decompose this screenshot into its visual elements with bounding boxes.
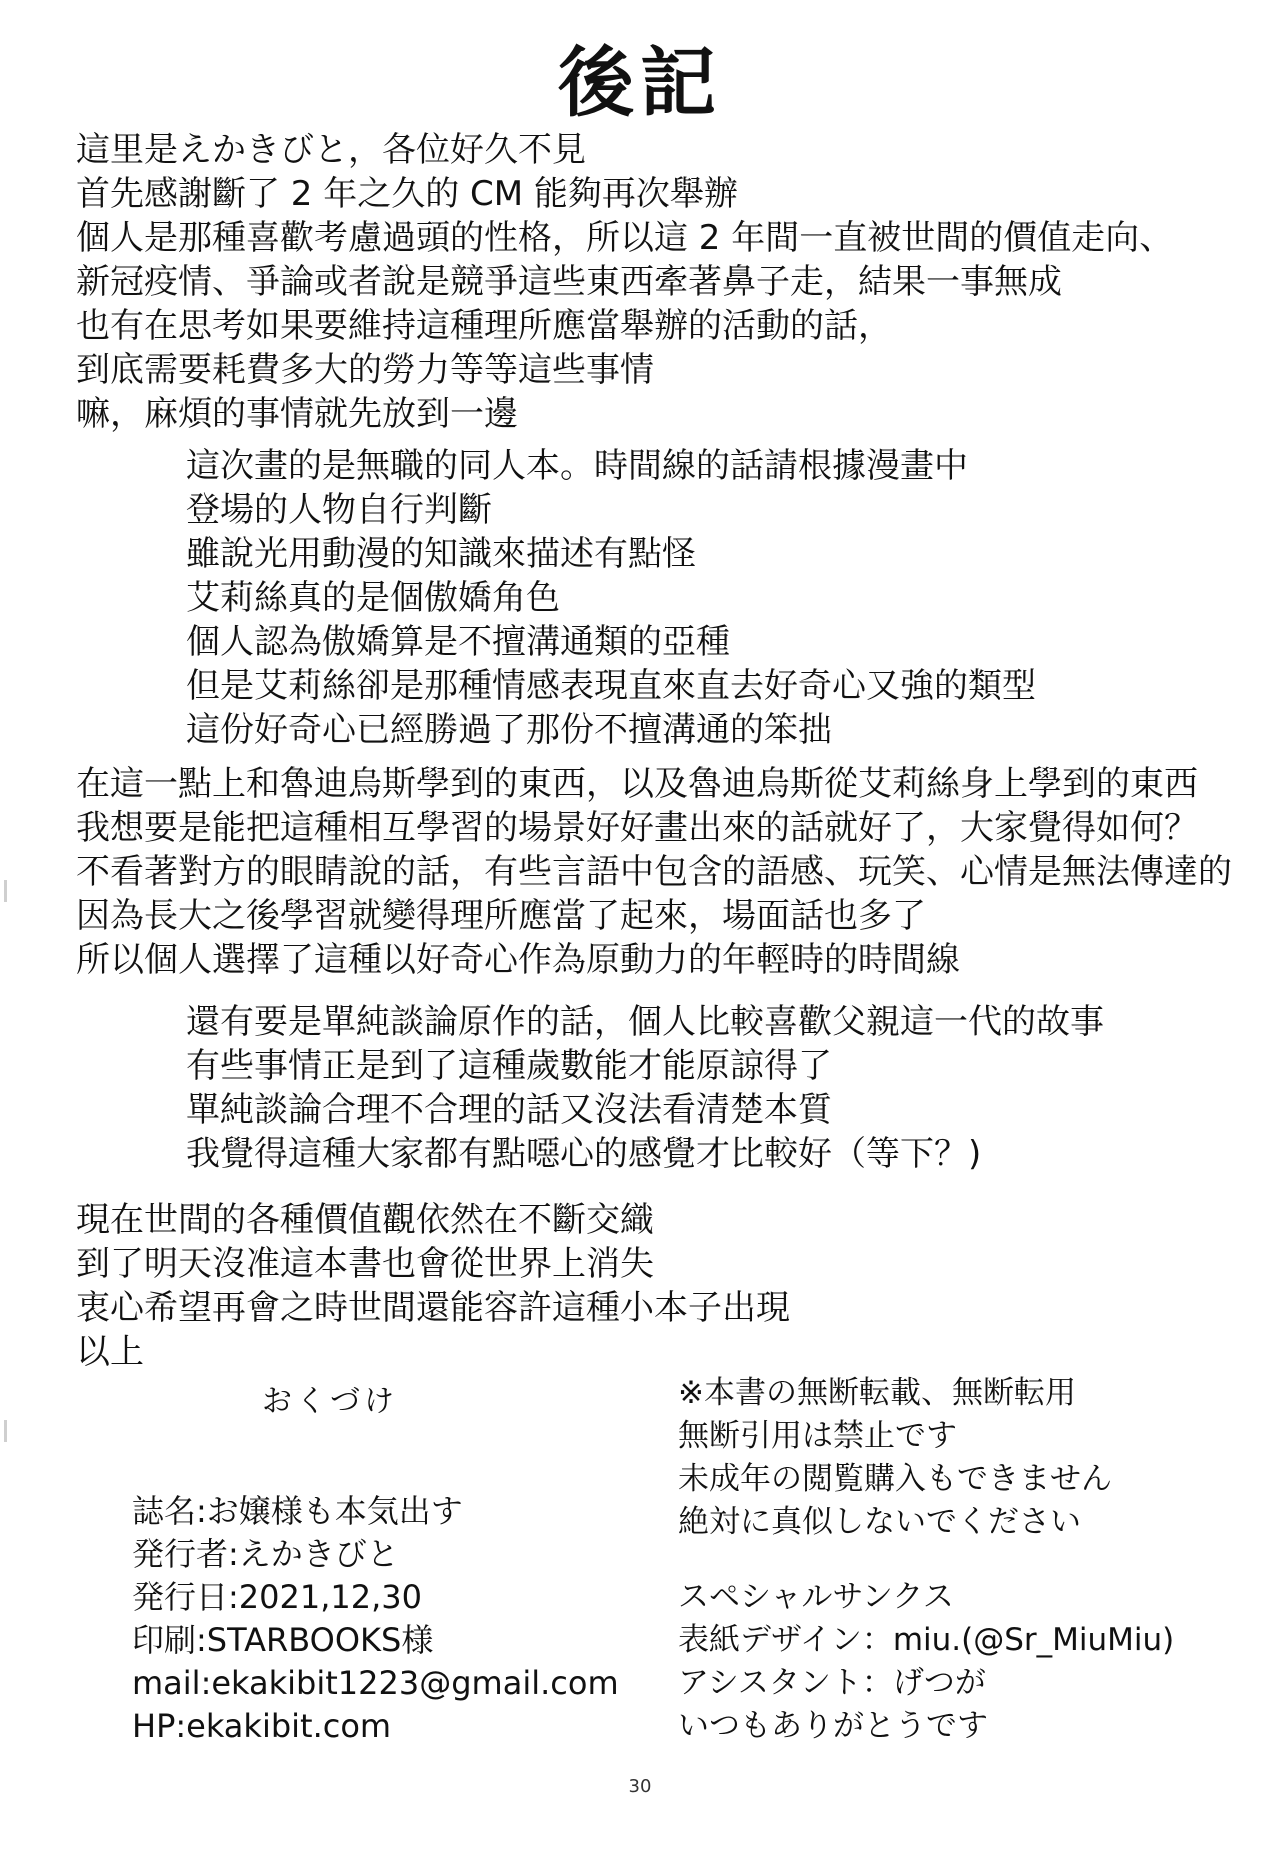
colophon-website-line: HP:ekakibit.com — [132, 1707, 392, 1745]
afterword-paragraph-4 — [186, 1000, 1104, 1176]
text-line: 到底需要耗費多大的勞力等等這些事情 — [76, 350, 654, 390]
special-thanks — [678, 1576, 1174, 1748]
notice-line: ※本書の無断転載、無断転用 — [678, 1375, 1076, 1411]
colophon-email-line: mail:ekakibit1223@gmail.com — [132, 1664, 619, 1702]
afterword-paragraph-2 — [186, 444, 1036, 752]
notice-line: 無断引用は禁止です — [678, 1418, 957, 1454]
notice-line: 絶対に真似しないでください — [678, 1504, 1081, 1540]
colophon-title-line: 誌名:お嬢様も本気出す — [132, 1492, 463, 1530]
text-line: 到了明天沒准這本書也會從世界上消失 — [76, 1244, 654, 1284]
text-line: 這里是えかきびと，各位好久不見 — [76, 130, 586, 170]
text-line: 新冠疫情、爭論或者說是競爭這些東西牽著鼻子走，結果一事無成 — [76, 262, 1062, 302]
text-line: 嘛，麻煩的事情就先放到一邊 — [76, 394, 518, 434]
colophon-heading: おくづけ — [262, 1384, 398, 1419]
text-line: 但是艾莉絲卻是那種情感表現直來直去好奇心又強的類型 — [186, 666, 1036, 706]
afterword-paragraph-1 — [76, 128, 1173, 436]
thanks-line: いつもありがとうです — [678, 1708, 988, 1744]
copyright-notice — [678, 1372, 1112, 1544]
scan-edge-mark — [4, 880, 7, 902]
afterword-paragraph-5 — [76, 1198, 790, 1374]
colophon-date-line: 発行日:2021,12,30 — [132, 1578, 423, 1616]
page-title: 後記 — [558, 38, 722, 127]
text-line: 衷心希望再會之時世間還能容許這種小本子出現 — [76, 1288, 790, 1328]
text-line: 雖說光用動漫的知識來描述有點怪 — [186, 534, 696, 574]
text-line: 我覺得這種大家都有點噁心的感覺才比較好（等下？) — [186, 1134, 982, 1174]
text-line: 也有在思考如果要維持這種理所應當舉辦的活動的話， — [76, 306, 892, 346]
thanks-line: 表紙デザイン：miu.(@Sr_MiuMiu) — [678, 1622, 1175, 1658]
text-line: 不看著對方的眼睛說的話，有些言語中包含的語感、玩笑、心情是無法傳達的 — [76, 852, 1232, 892]
text-line: 個人認為傲嬌算是不擅溝通類的亞種 — [186, 622, 730, 662]
text-line: 這份好奇心已經勝過了那份不擅溝通的笨拙 — [186, 710, 832, 750]
text-line: 因為長大之後學習就變得理所應當了起來，場面話也多了 — [76, 896, 926, 936]
thanks-heading: スペシャルサンクス — [678, 1579, 954, 1615]
colophon-printer-line: 印刷:STARBOOKS様 — [132, 1621, 434, 1659]
text-line: 首先感謝斷了 2 年之久的 CM 能夠再次舉辦 — [76, 174, 738, 214]
text-line: 艾莉絲真的是個傲嬌角色 — [186, 578, 560, 618]
text-line: 以上 — [76, 1332, 144, 1372]
text-line: 在這一點上和魯迪烏斯學到的東西，以及魯迪烏斯從艾莉絲身上學到的東西 — [76, 764, 1198, 804]
text-line: 還有要是單純談論原作的話，個人比較喜歡父親這一代的故事 — [186, 1002, 1104, 1042]
afterword-paragraph-3 — [76, 762, 1232, 982]
text-line: 所以個人選擇了這種以好奇心作為原動力的年輕時的時間線 — [76, 940, 960, 980]
page-number: 30 — [628, 1776, 652, 1797]
text-line: 單純談論合理不合理的話又沒法看清楚本質 — [186, 1090, 832, 1130]
scan-edge-mark — [4, 1420, 7, 1442]
text-line: 有些事情正是到了這種歲數能才能原諒得了 — [186, 1046, 832, 1086]
notice-line: 未成年の閲覧購入もできません — [678, 1461, 1112, 1497]
colophon — [132, 1490, 619, 1748]
text-line: 現在世間的各種價值觀依然在不斷交織 — [76, 1200, 654, 1240]
text-line: 我想要是能把這種相互學習的場景好好畫出來的話就好了，大家覺得如何？ — [76, 808, 1198, 848]
colophon-publisher-line: 発行者:えかきびと — [132, 1535, 399, 1573]
text-line: 這次畫的是無職的同人本。時間線的話請根據漫畫中 — [186, 446, 968, 486]
text-line: 登場的人物自行判斷 — [186, 490, 492, 530]
text-line: 個人是那種喜歡考慮過頭的性格，所以這 2 年間一直被世間的價值走向、 — [76, 218, 1174, 258]
thanks-line: アシスタント：げつが — [678, 1665, 986, 1701]
